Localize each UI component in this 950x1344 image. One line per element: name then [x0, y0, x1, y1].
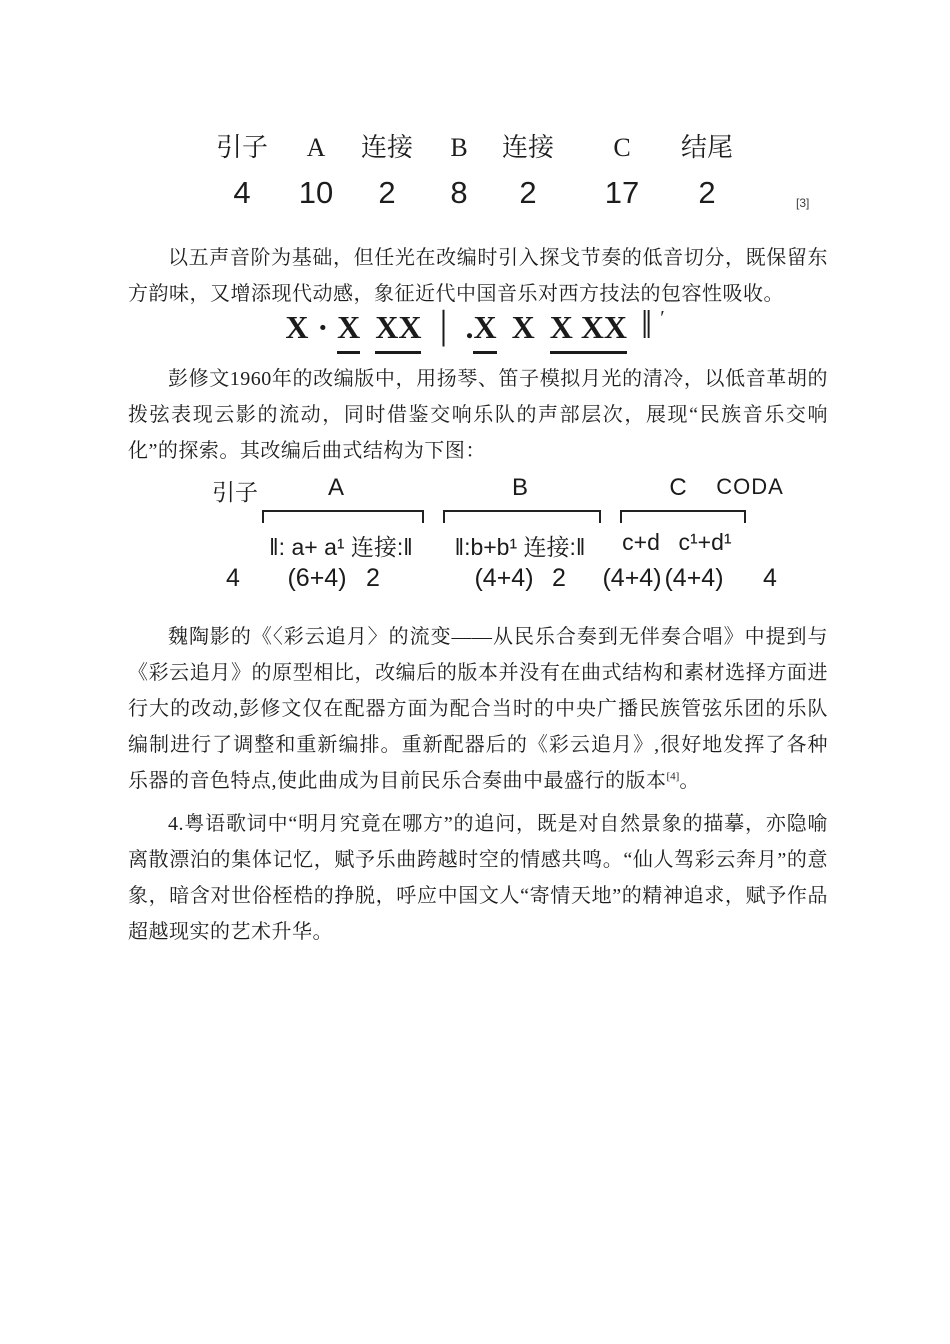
measure-count: (4+4)	[474, 564, 534, 592]
section-label: A	[306, 133, 326, 162]
table-col	[361, 131, 413, 210]
breath-mark: ′	[660, 307, 665, 329]
measure-count: 2	[519, 175, 537, 210]
measure-count: 2	[698, 175, 716, 210]
measure-count: 10	[298, 175, 334, 210]
section-label-c: C	[669, 474, 687, 501]
phrase-b: ‖:b+b¹ 连接:‖	[454, 534, 586, 560]
section-label-b: B	[511, 474, 529, 501]
measure-count: 2	[378, 175, 396, 210]
phrase-c2: c¹+d¹	[678, 529, 732, 555]
bracket-section-a	[262, 510, 424, 523]
measure-count: 4	[226, 564, 240, 592]
phrase-c1: c+d	[622, 529, 660, 555]
rhythm-notation	[0, 301, 950, 355]
bracket-section-b	[443, 510, 601, 523]
paragraph-weitaoying	[128, 619, 828, 799]
paragraph-pentatonic: 以五声音阶为基础，但任光在改编时引入探戈节奏的低音切分，既保留东方韵味，又增添现代动感，象征近代中国音乐对西方技法的包容性吸收。	[128, 247, 828, 305]
phrase-a: ‖: a+ a¹ 连接:‖	[269, 534, 413, 560]
measure-count: 2	[552, 564, 566, 592]
double-barline-glyph: ‖	[641, 302, 653, 347]
measure-count: 4	[763, 564, 777, 592]
footnote-ref-4: [4]	[666, 770, 680, 783]
paragraph-lyrics: 4.粤语歌词中“明月究竟在哪方”的追问，既是对自然景象的描摹，亦隐喻离散漂泊的集体记忆，赋予乐曲跨越时空的情感共鸣。“仙人驾彩云奔月”的意象，暗含对世俗桎梏的挣脱，呼应中国文人“寄情天地”的精神追求，赋予作品超越现实的艺术升华。	[128, 813, 828, 943]
rhythm-note: X	[285, 309, 309, 345]
rhythm-note-underlined: X	[473, 309, 496, 354]
rhythm-note-group-underlined: X XX	[550, 309, 627, 354]
rhythm-note-underlined: X	[337, 309, 360, 354]
footnote-ref-3: [3]	[796, 196, 810, 210]
bracket-section-c	[620, 510, 746, 523]
section-label: C	[613, 133, 631, 162]
section-label: 连接	[360, 133, 414, 162]
table-col	[450, 131, 467, 210]
measure-count: (4+4)	[664, 564, 724, 592]
rhythm-dot-prefix: .	[465, 309, 474, 345]
table-col	[681, 131, 733, 210]
measure-count: 4	[233, 175, 251, 210]
rhythm-note-group-underlined: XX	[375, 309, 421, 354]
section-label: 连接	[501, 133, 555, 162]
table-col	[299, 131, 333, 210]
paragraph-pengxiuwen: 彭修文1960年的改编版中，用扬琴、笛子模拟月光的清冷，以低音革胡的拨弦表现云影的流动，同时借鉴交响乐队的声部层次，展现“民族音乐交响化”的探索。其改编后曲式结构为下图：	[128, 368, 828, 462]
measure-count: (4+4)	[602, 564, 662, 592]
section-label: 结尾	[680, 133, 734, 162]
section-label-a: A	[327, 474, 345, 501]
table-col	[605, 131, 639, 210]
section-label: 引子	[215, 133, 269, 162]
table-col	[502, 131, 554, 210]
section-label-intro: 引子	[212, 480, 258, 505]
measure-count: 17	[604, 175, 640, 210]
barline-glyph: |	[439, 302, 448, 347]
section-label: B	[450, 133, 468, 162]
rhythm-dot: ·	[317, 309, 329, 345]
rhythm-note: X	[511, 309, 535, 345]
paragraph-weitaoying-tail: 。	[679, 770, 700, 792]
form-diagram	[0, 472, 950, 604]
measure-count: (6+4)	[287, 564, 347, 592]
section-label-coda: CODA	[716, 474, 784, 499]
measure-count: 8	[450, 175, 468, 210]
table-col	[216, 131, 268, 210]
measure-count: 2	[366, 564, 380, 592]
paragraph-weitaoying-text: 魏陶影的《〈彩云追月〉的流变——从民乐合奏到无伴奏合唱》中提到与《彩云追月》的原型相比，改编后的版本并没有在曲式结构和素材选择方面进行大的改动,彭修文仅在配器方面为配合当时的中央广播民族管弦乐团的乐队编制进行了调整和重新编排。重新配器后的《彩云追月》,很好地发挥了各种乐器的音色特点,使此曲成为目前民乐合奏曲中最盛行的版本	[128, 626, 828, 792]
